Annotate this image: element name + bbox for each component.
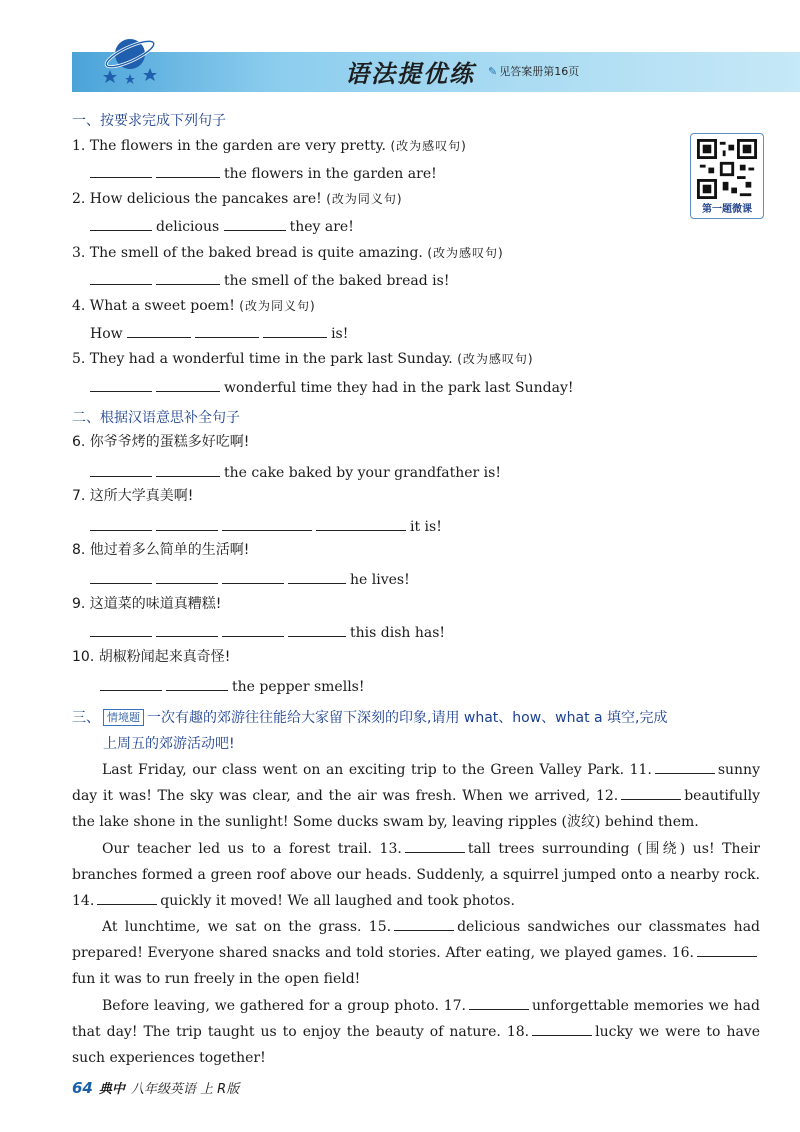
answer-line-4: How is!: [90, 323, 348, 343]
question-1: 1. The flowers in the garden are very pretty. (改为感叹句): [72, 138, 467, 154]
question-8: 8. 他过着多么简单的生活啊!: [72, 542, 250, 558]
answer-line-7: it is!: [90, 516, 442, 536]
page-number: 64: [72, 1079, 93, 1097]
section-2-heading: 二、根据汉语意思补全句子: [72, 410, 240, 426]
blank[interactable]: [621, 785, 681, 800]
paragraph-1: Last Friday, our class went on an exciting trip to the Green Valley Park. 11. sunny day it was! The sky was clear, and the air was fresh. When we arrived, 12. beautifully the lake shone in the sunlight! Some ducks swam by, leaving ripples (波纹) behind them.: [72, 757, 760, 835]
question-4: 4. What a sweet poem! (改为同义句): [72, 298, 316, 314]
section-1-heading: 一、按要求完成下列句子: [72, 113, 226, 129]
blank[interactable]: [127, 323, 191, 338]
blank[interactable]: [222, 569, 284, 584]
blank[interactable]: [156, 270, 220, 285]
answer-line-8: he lives!: [90, 569, 410, 589]
answer-line-10: the pepper smells!: [100, 676, 365, 696]
blank[interactable]: [90, 622, 152, 637]
answer-line-2: delicious they are!: [90, 216, 354, 236]
paragraph-2: Our teacher led us to a forest trail. 13. tall trees surrounding (围绕) us! Their branches formed a green roof above our heads. Suddenly, a squirrel jumped onto a nearby rock. 14. quickly it moved! We all laughed and took photos.: [72, 836, 760, 914]
blank[interactable]: [263, 323, 327, 338]
question-6: 6. 你爷爷烤的蛋糕多好吃啊!: [72, 434, 250, 450]
blank[interactable]: [90, 270, 152, 285]
section-3-heading: 三、 情境题 一次有趣的郊游往往能给大家留下深刻的印象,请用 what、how、what a 填空,完成: [72, 710, 668, 726]
blank[interactable]: [90, 462, 152, 477]
question-9: 9. 这道菜的味道真糟糕!: [72, 596, 222, 612]
answer-line-5: wonderful time they had in the park last Sunday!: [90, 377, 573, 397]
qr-code-box[interactable]: [690, 133, 764, 219]
brand-logo: 典中: [98, 1082, 125, 1097]
section-3-heading-line2: 上周五的郊游活动吧!: [103, 736, 235, 752]
answer-line-6: the cake baked by your grandfather is!: [90, 462, 501, 482]
blank[interactable]: [166, 676, 228, 691]
pencil-icon: ✎: [488, 65, 498, 78]
page-title: 语法提优练: [345, 60, 475, 88]
footer: [72, 1078, 239, 1097]
blank[interactable]: [156, 516, 218, 531]
blank[interactable]: [156, 377, 220, 392]
blank[interactable]: [90, 516, 152, 531]
blank[interactable]: [90, 377, 152, 392]
scenario-tag: 情境题: [103, 709, 144, 726]
paragraph-4: Before leaving, we gathered for a group photo. 17. unforgettable memories we had that day! The trip taught us to enjoy the beauty of nature. 18. lucky we were to have such experiences together!: [72, 993, 760, 1071]
question-10: 10. 胡椒粉闻起来真奇怪!: [72, 649, 231, 665]
blank[interactable]: [655, 759, 715, 774]
blank[interactable]: [394, 916, 454, 931]
blank[interactable]: [90, 216, 152, 231]
paragraph-3: At lunchtime, we sat on the grass. 15. delicious sandwiches our classmates had prepared! Everyone shared snacks and told stories. After eating, we played games. 16.fun it was to run freely in the open field!: [72, 914, 760, 992]
qr-label: 第一题微课: [702, 204, 752, 215]
blank[interactable]: [222, 516, 312, 531]
blank[interactable]: [195, 323, 259, 338]
planet-logo-icon: [96, 30, 166, 88]
blank[interactable]: [90, 569, 152, 584]
blank[interactable]: [222, 622, 284, 637]
blank[interactable]: [100, 676, 162, 691]
question-7: 7. 这所大学真美啊!: [72, 488, 194, 504]
blank[interactable]: [316, 516, 406, 531]
blank[interactable]: [156, 622, 218, 637]
blank[interactable]: [405, 838, 465, 853]
blank[interactable]: [469, 995, 529, 1010]
answer-reference: ✎ 见答案册第16页: [488, 65, 580, 78]
blank[interactable]: [156, 569, 218, 584]
blank[interactable]: [532, 1021, 592, 1036]
blank[interactable]: [224, 216, 286, 231]
answer-line-9: this dish has!: [90, 622, 445, 642]
question-2: 2. How delicious the pancakes are! (改为同义句): [72, 191, 403, 207]
blank[interactable]: [156, 163, 220, 178]
question-3: 3. The smell of the baked bread is quite amazing. (改为感叹句): [72, 245, 504, 261]
qr-code-icon: [697, 139, 757, 199]
answer-line-3: the smell of the baked bread is!: [90, 270, 449, 290]
book-title: 八年级英语 上 R版: [130, 1082, 240, 1097]
answer-line-1: the flowers in the garden are!: [90, 163, 437, 183]
blank[interactable]: [288, 622, 346, 637]
blank[interactable]: [288, 569, 346, 584]
blank[interactable]: [697, 942, 757, 957]
blank[interactable]: [90, 163, 152, 178]
question-5: 5. They had a wonderful time in the park last Sunday. (改为感叹句): [72, 351, 534, 367]
blank[interactable]: [156, 462, 220, 477]
blank[interactable]: [97, 890, 157, 905]
